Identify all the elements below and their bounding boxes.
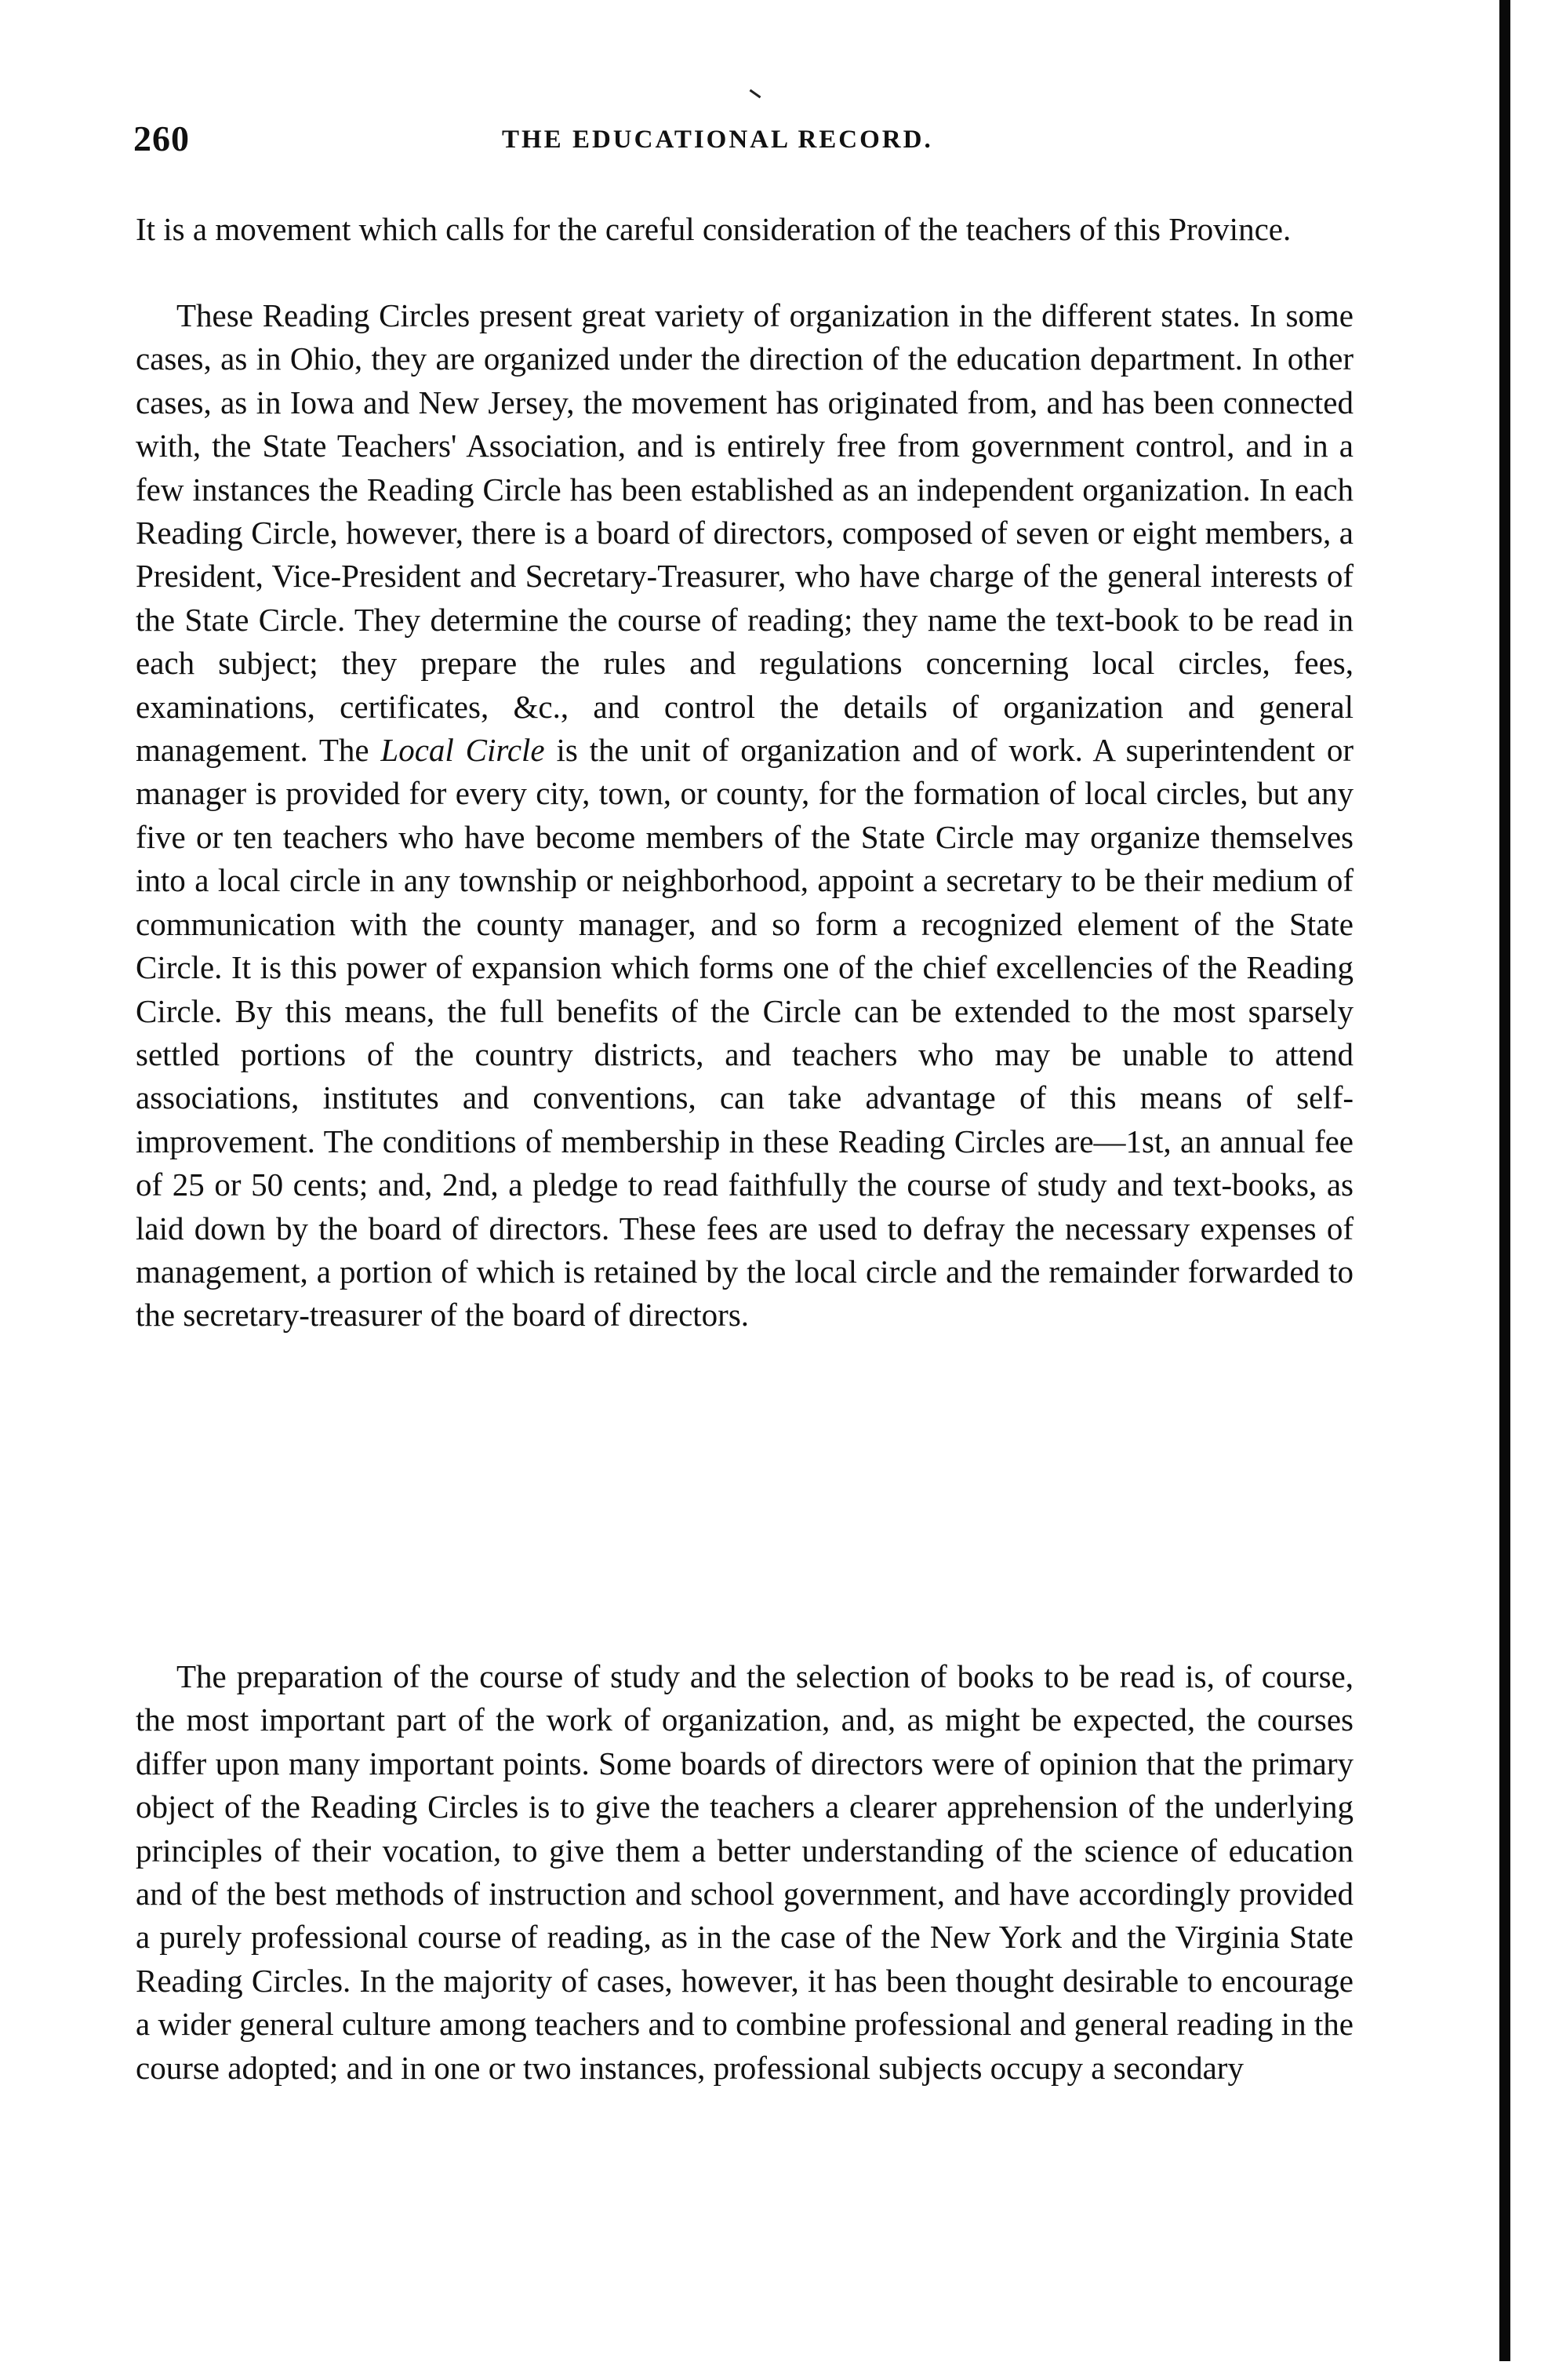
paragraph-3: The preparation of the course of study and the selection of books to be read is, of course, the most important part of the work of organization, and, as might be expected, the courses differ upon many important points. Some boards of directors were of opinion that the primary object of the Reading Circles is to give the teachers a clearer apprehension of the underlying principles of their vocation, to give them a better understanding of the science of education and of the best methods of instruction and school government, and have accordingly provided a purely professional course of reading, as in the case of the New York and the Virginia State Reading Circles. In the majority of cases, however, it has been thought desirable to encourage a wider general culture among teachers and to combine professional and general reading in the course adopted; and in one or two instances, professional subjects occupy a secondary <box>136 1658 1354 2086</box>
scan-edge-rule <box>1499 0 1510 2361</box>
local-circle-italic: Local Circle <box>380 732 545 769</box>
paragraph-2-text-b: is the unit of organization and of work. A superintendent or manager is provided for every city, town, or county, for the formation of local circles, but any five or ten teachers who have become members of the State Circle may organize themselves into a local circle in any township or neighborhood, appoint a secretary to be their medium of communication with the county manager, and so form a recognized element of the State Circle. It is this power of expansion which forms one of the chief excellencies of the Reading Circle. By this means, the full benefits of the Circle can be extended to the most sparsely settled portions of the country districts, and teachers who may be unable to attend associations, institutes and conventions, can take advantage of this means of self-improvement. The conditions of membership in these Reading Circles are—1st, an annual fee of 25 or 50 cents; and, 2nd, a pledge to read faithfully the course of study and text-books, as laid down by the board of directors. These fees are used to defray the necessary expenses of management, a portion of which is retained by the local circle and the remainder forwarded to the secretary-treasurer of the board of directors. <box>136 732 1354 1334</box>
running-head: THE EDUCATIONAL RECORD. <box>502 126 933 154</box>
page-number: 260 <box>133 118 190 158</box>
scan-mark <box>750 89 761 99</box>
paragraph-2 <box>136 294 1354 1337</box>
paragraph-1: It is a movement which calls for the careful consideration of the teachers of this Province. <box>136 211 1292 247</box>
paragraph-2-text-a: These Reading Circles present great variety of organization in the different states. In some cases, as in Ohio, they are organized under the direction of the education department. In other cases, as in Iowa and New Jersey, the movement has originated from, and has been connected with, the State Teachers' Association, and is entirely free from government control, and in a few instances the Reading Circle has been established as an independent organization. In each Reading Circle, however, there is a board of directors, composed of seven or eight members, a President, Vice-President and Secretary-Treasurer, who have charge of the general interests of the State Circle. They determine the course of reading; they name the text-book to be read in each subject; they prepare the rules and regulations concerning local circles, fees, examinations, certificates, &c., and control the details of organization and general management. The <box>136 297 1354 769</box>
